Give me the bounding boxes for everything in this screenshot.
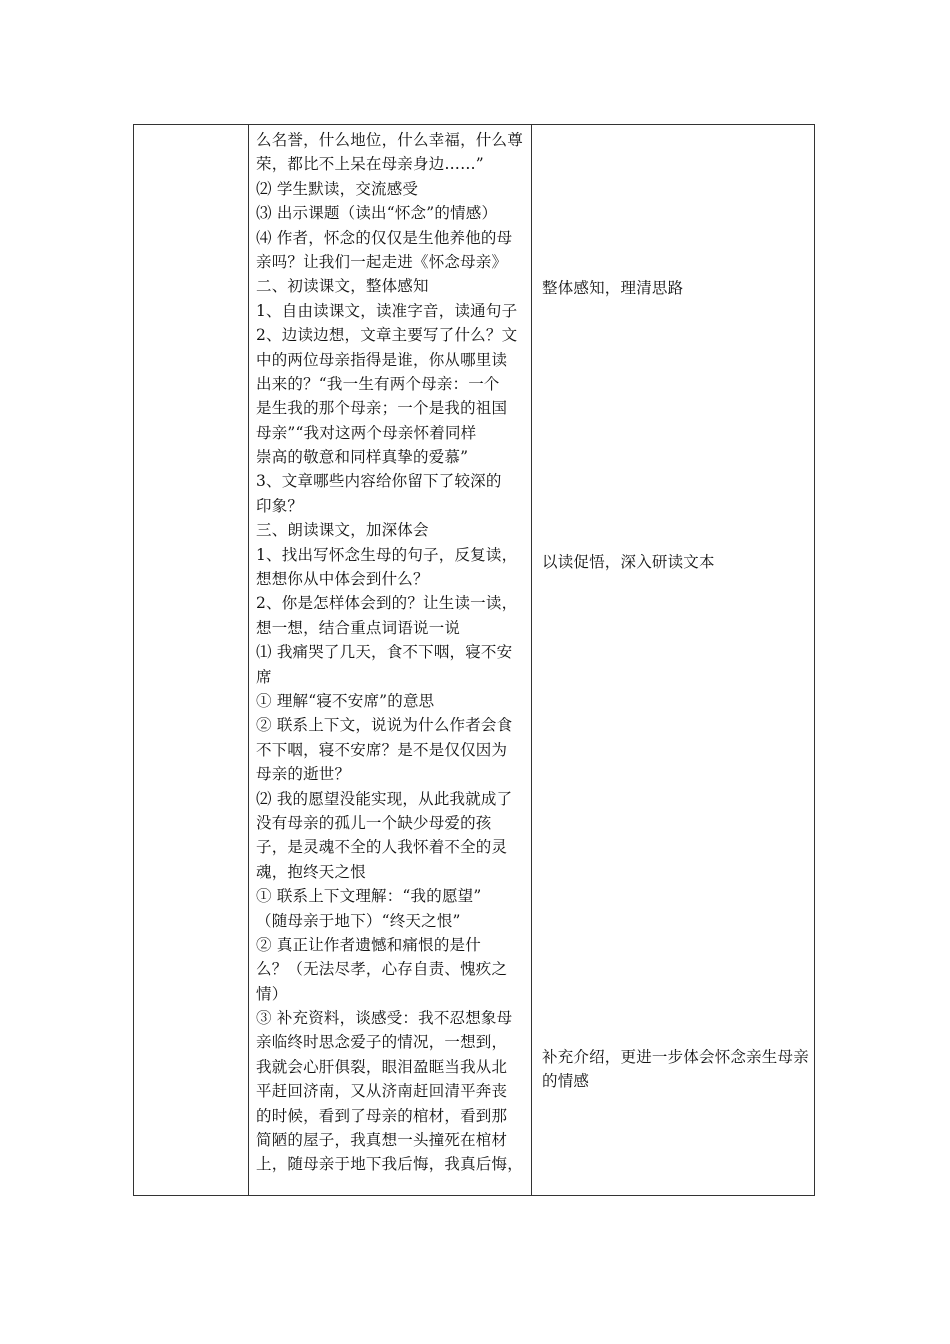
- lesson-line: 1、找出写怀念生母的句子，反复读，: [256, 545, 518, 564]
- lesson-line: 魂，抱终天之恨: [256, 862, 366, 881]
- column-divider-1: [248, 125, 249, 1195]
- lesson-line: ⑵ 我的愿望没能实现，从此我就成了: [256, 789, 513, 808]
- lesson-line: 情）: [256, 984, 288, 1003]
- lesson-line: ⑶ 出示课题（读出“怀念”的情感）: [256, 204, 498, 223]
- design-note-supplement: 补充介绍，更进一步体会怀念亲生母亲的情感: [542, 1048, 809, 1091]
- column-divider-2: [531, 125, 532, 1195]
- lesson-line: 亲临终时思念爱子的情况，一想到，: [256, 1033, 508, 1052]
- lesson-line: 1、自由读课文，读准字音，读通句子: [256, 301, 518, 320]
- lesson-line: 印象？: [256, 496, 304, 515]
- lesson-line: 母亲的逝世？: [256, 765, 351, 784]
- lesson-line: 简陋的屋子，我真想一头撞死在棺材: [256, 1131, 508, 1150]
- design-note-overall: 整体感知，理清思路: [542, 279, 684, 297]
- lesson-line: 想一想，结合重点词语说一说: [256, 618, 461, 637]
- lesson-line: 荣，都比不上呆在母亲身边……”: [256, 155, 484, 174]
- lesson-line: 不下咽，寝不安席？是不是仅仅因为: [256, 740, 508, 759]
- lesson-line: 想想你从中体会到什么？: [256, 570, 429, 589]
- lesson-line: （随母亲于地下）“终天之恨”: [256, 911, 461, 930]
- lesson-line: 我就会心肝俱裂，眼泪盈眶当我从北: [256, 1057, 508, 1076]
- lesson-line: 是生我的那个母亲；一个是我的祖国: [256, 399, 508, 418]
- lesson-line: 席: [256, 667, 272, 686]
- design-note-reading: 以读促悟，深入研读文本: [542, 553, 715, 571]
- lesson-line: 子，是灵魂不全的人我怀着不全的灵: [256, 838, 508, 857]
- lesson-line: 么名誉，什么地位，什么幸福，什么尊: [256, 131, 523, 149]
- lesson-line: ⑷ 作者，怀念的仅仅是生他养他的母: [256, 228, 513, 247]
- lesson-line: 没有母亲的孤儿一个缺少母爱的孩: [256, 813, 492, 832]
- lesson-line: ① 理解“寝不安席”的意思: [256, 691, 435, 710]
- lesson-line: ① 联系上下文理解：“我的愿望”: [256, 887, 482, 906]
- lesson-line: 崇高的敬意和同样真挚的爱慕”: [256, 448, 469, 467]
- lesson-line: 三、朗读课文，加深体会: [256, 521, 429, 540]
- lesson-line: ⑴ 我痛哭了几天，食不下咽，寝不安: [256, 643, 513, 662]
- lesson-line: 二、初读课文，整体感知: [256, 277, 429, 296]
- lesson-plan-table: [133, 124, 815, 1196]
- lesson-line: 2、边读边想，文章主要写了什么？文: [256, 326, 518, 345]
- lesson-line: 母亲”“我对这两个母亲怀着同样: [256, 423, 477, 442]
- lesson-line: 的时候，看到了母亲的棺材，看到那: [256, 1106, 508, 1125]
- lesson-line: ⑵ 学生默读，交流感受: [256, 179, 419, 198]
- lesson-line: 出来的？“我一生有两个母亲：一个: [256, 374, 500, 393]
- lesson-line: 平赶回济南，又从济南赶回清平奔丧: [256, 1082, 508, 1101]
- lesson-line: 么？（无法尽孝，心存自责、愧疚之: [256, 960, 508, 979]
- lesson-line: ③ 补充资料，谈感受：我不忍想象母: [256, 1009, 513, 1028]
- teaching-process-column: [256, 128, 526, 1177]
- lesson-line: 3、文章哪些内容给你留下了较深的: [256, 472, 502, 491]
- lesson-line: 2、你是怎样体会到的？让生读一读，: [256, 594, 518, 613]
- lesson-line: 上，随母亲于地下我后悔，我真后悔，: [256, 1155, 523, 1174]
- lesson-line: 亲吗？让我们一起走进《怀念母亲》: [256, 252, 508, 271]
- lesson-line: ② 联系上下文，说说为什么作者会食: [256, 716, 513, 735]
- lesson-line: ② 真正让作者遗憾和痛恨的是什: [256, 935, 481, 954]
- lesson-line: 中的两位母亲指得是谁，你从哪里读: [256, 350, 508, 369]
